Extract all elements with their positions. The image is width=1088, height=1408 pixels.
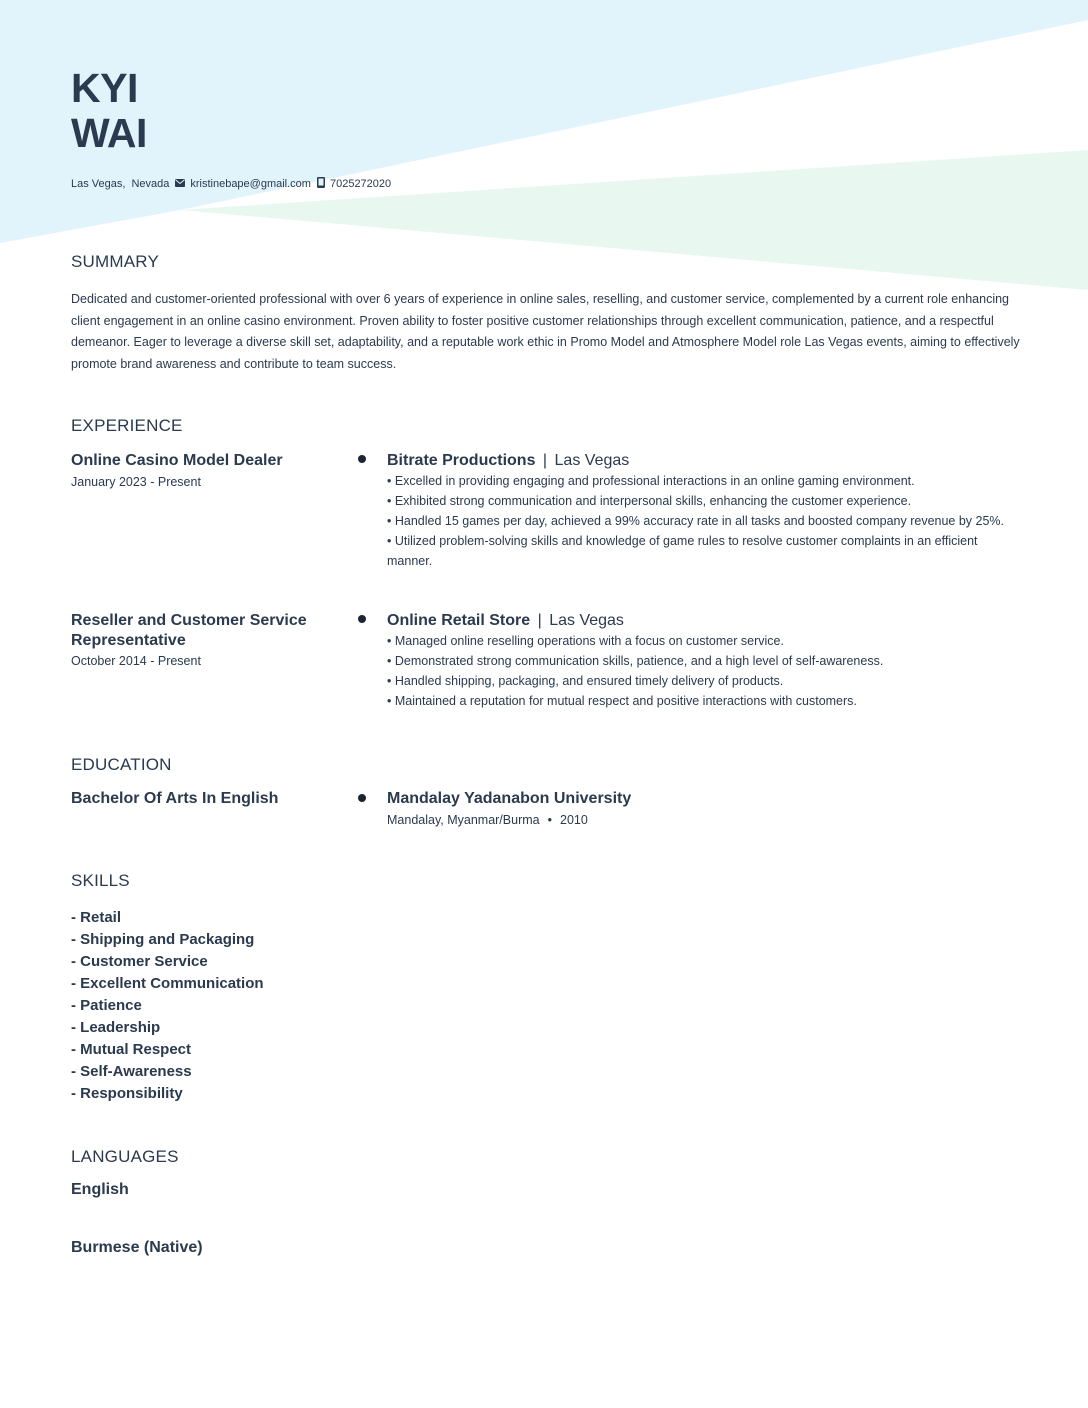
job-title: Online Casino Model Dealer xyxy=(71,452,283,469)
company-name: Online Retail Store xyxy=(387,612,531,629)
company-location: Las Vegas xyxy=(549,612,624,629)
contact-email[interactable]: kristinebape@gmail.com xyxy=(190,178,311,190)
school-name: Mandalay Yadanabon University xyxy=(387,790,632,807)
summary-text: Dedicated and customer-oriented professional with over 6 years of experience in online sales, reselling, and customer service, complemented by a current role enhancing client engagement in an online casino environment. Proven ability to foster positive customer relationships through excellent communication, patience, and a respectful demeanor. Eager to leverage a diverse skill set, adaptability, and a reputable work ethic in Promo Model and Atmosphere Model role Las Vegas events, aiming to effectively promote brand awareness and contribute to team success. xyxy=(71,292,1020,371)
meta-separator: • xyxy=(547,813,552,827)
job-1-details xyxy=(387,451,1027,571)
job-bullet: • Exhibited strong communication and interpersonal skills, enhancing the customer experience. xyxy=(387,494,912,508)
job-1-role xyxy=(71,451,331,492)
language-item: Burmese (Native) xyxy=(71,1239,203,1256)
education-details xyxy=(387,789,1027,830)
job-bullet: • Demonstrated strong communication skills, patience, and a high level of self-awareness. xyxy=(387,654,884,668)
education-degree: Bachelor Of Arts In English xyxy=(71,790,279,807)
language-item: English xyxy=(71,1181,129,1198)
skill-item: - Retail xyxy=(71,909,122,926)
job-title: Reseller and Customer Service Representative xyxy=(71,612,307,649)
job-bullet: • Excelled in providing engaging and professional interactions in an online gaming environment. xyxy=(387,474,915,488)
skill-item: - Customer Service xyxy=(71,953,208,970)
first-name: KYI xyxy=(71,65,138,111)
timeline-dot xyxy=(358,794,366,802)
company-location: Las Vegas xyxy=(554,452,630,469)
skill-item: - Leadership xyxy=(71,1019,161,1036)
school-location: Mandalay, Myanmar/Burma xyxy=(387,813,540,827)
job-bullet: • Maintained a reputation for mutual respect and positive interactions with customers. xyxy=(387,694,857,708)
education-meta xyxy=(387,810,1027,830)
header-background xyxy=(0,0,1088,300)
job-bullet: • Utilized problem-solving skills and knowledge of game rules to resolve customer complaints in an efficient manner. xyxy=(387,534,978,568)
candidate-name xyxy=(71,66,147,156)
contact-phone[interactable]: 7025272020 xyxy=(329,178,392,190)
job-dates: October 2014 - Present xyxy=(71,654,201,668)
languages-heading: LANGUAGES xyxy=(71,1147,179,1166)
experience-heading: EXPERIENCE xyxy=(71,416,183,435)
skill-item: - Excellent Communication xyxy=(71,975,264,992)
skill-item: - Patience xyxy=(71,997,142,1014)
company-name: Bitrate Productions xyxy=(387,452,536,469)
job-2-role xyxy=(71,611,331,671)
last-name: WAI xyxy=(71,110,147,156)
education-heading: EDUCATION xyxy=(71,755,172,774)
job-company-line xyxy=(387,611,1027,631)
job-bullets xyxy=(387,471,1027,571)
contact-city: Las Vegas, xyxy=(71,178,126,190)
education-degree-block xyxy=(71,789,331,809)
company-separator: | xyxy=(537,612,542,629)
job-bullet: • Handled shipping, packaging, and ensured timely delivery of products. xyxy=(387,674,784,688)
skills-list xyxy=(71,907,264,1105)
summary-heading: SUMMARY xyxy=(71,252,159,271)
graduation-year: 2010 xyxy=(560,813,588,827)
skill-item: - Self-Awareness xyxy=(71,1063,192,1080)
contact-line xyxy=(71,177,391,191)
company-separator: | xyxy=(542,452,548,469)
skill-item: - Shipping and Packaging xyxy=(71,931,255,948)
skills-heading: SKILLS xyxy=(71,871,130,890)
timeline-dot xyxy=(358,455,366,463)
timeline-dot xyxy=(358,615,366,623)
job-2-details xyxy=(387,611,1027,711)
skill-item: - Responsibility xyxy=(71,1085,183,1102)
job-bullet: • Handled 15 games per day, achieved a 99% accuracy rate in all tasks and boosted company revenue by 25%. xyxy=(387,514,1005,528)
phone-icon xyxy=(317,177,325,191)
job-bullet: • Managed online reselling operations with a focus on customer service. xyxy=(387,634,784,648)
job-dates: January 2023 - Present xyxy=(71,475,201,489)
skill-item: - Mutual Respect xyxy=(71,1041,192,1058)
job-company-line xyxy=(387,451,1027,471)
envelope-icon xyxy=(175,178,185,190)
job-bullets xyxy=(387,631,1027,711)
contact-state: Nevada xyxy=(131,178,170,190)
